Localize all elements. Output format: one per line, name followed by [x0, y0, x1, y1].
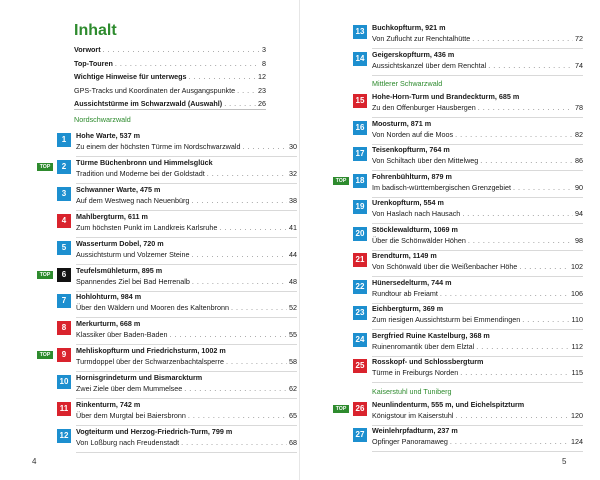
- entry-title: Brendturm, 1149 m: [372, 251, 437, 260]
- toc-row-page: 3: [262, 45, 266, 54]
- entry-divider: [372, 451, 583, 452]
- tower-entry[interactable]: [353, 92, 583, 118]
- toc-row-label: Aussichtstürme im Schwarzwald (Auswahl): [74, 99, 223, 108]
- entry-divider: [76, 371, 297, 372]
- entry-leader: [184, 384, 287, 394]
- entry-divider: [76, 317, 297, 318]
- entry-page: 44: [289, 249, 297, 259]
- entry-title: Rinkenturm, 742 m: [76, 400, 141, 409]
- entry-description: Tradition und Moderne bei der Goldstadt: [76, 168, 205, 178]
- entry-description: Opfinger Panoramaweg: [372, 437, 448, 446]
- toc-row-page: 8: [262, 58, 266, 68]
- entry-divider: [372, 75, 583, 76]
- entry-description: Über die Schönwälder Höhen: [372, 235, 466, 245]
- entry-title: Moosturm, 871 m: [372, 118, 432, 128]
- entry-title: Mahlbergturm, 611 m: [76, 211, 148, 221]
- entry-text: [372, 50, 583, 71]
- toc-row-label: Wichtige Hinweise für unterwegs: [74, 72, 187, 81]
- entry-leader: [219, 223, 287, 233]
- entry-divider: [76, 291, 297, 292]
- entry-text: [372, 331, 583, 352]
- entry-description: Aussichtsturm und Volzemer Steine: [76, 249, 190, 259]
- entry-page: 62: [289, 384, 297, 394]
- entry-page: 58: [289, 357, 297, 367]
- entry-leader: [191, 196, 287, 206]
- entry-divider: [76, 156, 297, 157]
- toc-row-leader: [224, 99, 256, 108]
- entry-description: Rundtour ab Freiamt: [372, 288, 438, 298]
- tour-number-badge: 18: [353, 174, 367, 188]
- entry-description: Von Schönwald über die Weißenbacher Höhe: [372, 262, 518, 271]
- entry-text: [372, 278, 583, 299]
- entry-page: 72: [575, 34, 583, 43]
- entry-description-row: [76, 330, 297, 340]
- entry-text: [372, 23, 583, 44]
- entry-description-row: [76, 411, 297, 421]
- entry-title: Teisenkopfturm, 764 m: [372, 145, 450, 154]
- tower-entry[interactable]: [39, 157, 297, 184]
- entry-description: Spannendes Ziel bei Bad Herrenalb: [76, 276, 190, 286]
- entry-text: [76, 239, 297, 260]
- tour-number-badge: 13: [353, 25, 367, 39]
- entry-title: Stöcklewaldturm, 1069 m: [372, 224, 458, 234]
- entry-title: Geigerskopfturm, 436 m: [372, 49, 455, 59]
- entry-description-row: [76, 250, 297, 260]
- entry-page: 65: [289, 411, 297, 420]
- entry-leader: [513, 183, 573, 193]
- entry-leader: [440, 289, 569, 299]
- entry-description: Auf dem Westweg nach Neuenbürg: [76, 195, 190, 205]
- entry-leader: [478, 103, 573, 113]
- entry-page: 68: [289, 437, 297, 447]
- tour-number-badge: 10: [57, 375, 71, 389]
- entry-description-row: [76, 303, 297, 313]
- entry-text: [76, 373, 297, 394]
- entry-page: 115: [571, 368, 583, 377]
- toc-row-leader: [237, 86, 256, 95]
- entry-divider: [76, 425, 297, 426]
- tower-entry[interactable]: [353, 426, 583, 452]
- entry-text: [372, 172, 583, 193]
- entry-description-row: [372, 130, 583, 140]
- tour-number-badge: 20: [353, 227, 367, 241]
- tower-entry[interactable]: [57, 292, 297, 318]
- entry-description: Klassiker über Baden-Baden: [76, 330, 168, 340]
- entry-page: 32: [289, 168, 297, 178]
- entry-description: Über den Wäldern und Mooren des Kaltenbronn: [76, 303, 230, 313]
- entry-page: 48: [289, 276, 297, 286]
- section-heading-kaiserstuhl: Kaiserstuhl und Tuniberg: [372, 386, 452, 396]
- page-number-left: 4: [32, 457, 37, 466]
- tower-entry[interactable]: [353, 357, 583, 383]
- entry-text: [372, 304, 583, 325]
- toc-row-label: GPS-Tracks und Koordinaten der Ausgangspunkte: [74, 85, 236, 95]
- tower-entry[interactable]: [57, 239, 297, 265]
- tour-number-badge: 2: [57, 160, 71, 174]
- entry-description-row: [372, 315, 583, 325]
- entry-title: Urenkopfturm, 554 m: [372, 198, 444, 207]
- entry-description-row: [372, 262, 583, 272]
- entry-title: Hünersedelturm, 744 m: [372, 277, 452, 287]
- tour-number-badge: 6: [57, 268, 71, 282]
- entry-page: 86: [575, 156, 583, 165]
- tower-entry[interactable]: [353, 50, 583, 76]
- tower-entry[interactable]: [57, 373, 297, 399]
- toc-row-page: 12: [258, 72, 266, 81]
- entry-divider: [76, 237, 297, 238]
- entry-description: Von Haslach nach Hausach: [372, 209, 461, 218]
- section-heading-nordschwarzwald: Nordschwarzwald: [74, 115, 131, 124]
- entry-page: 110: [571, 315, 583, 324]
- tower-entry[interactable]: [353, 304, 583, 330]
- tour-number-badge: 15: [353, 94, 367, 108]
- entry-title: Hohe Warte, 537 m: [76, 131, 141, 140]
- entry-description: Türme in Freiburgs Norden: [372, 368, 459, 377]
- tour-number-badge: 11: [57, 402, 71, 416]
- entry-page: 41: [289, 222, 297, 232]
- entry-title: Weinlehrpfadturm, 237 m: [372, 426, 458, 435]
- entry-description: Zu den Offenburger Hausbergen: [372, 103, 476, 112]
- entry-page: 112: [571, 341, 583, 351]
- entry-text: [76, 266, 297, 287]
- tour-number-badge: 25: [353, 359, 367, 373]
- toc-row[interactable]: [74, 72, 266, 86]
- entry-text: [76, 427, 297, 448]
- entry-leader: [455, 130, 573, 140]
- tour-number-badge: 7: [57, 294, 71, 308]
- entry-page: 94: [575, 209, 583, 218]
- tower-entry[interactable]: [57, 131, 297, 157]
- tour-number-badge: 14: [353, 52, 367, 66]
- entry-page: 124: [571, 437, 583, 446]
- entry-title: Hornisgrindeturm und Bismarckturm: [76, 373, 203, 383]
- tower-entry[interactable]: [57, 212, 297, 238]
- toc-row[interactable]: [74, 86, 266, 100]
- tour-number-badge: 5: [57, 241, 71, 255]
- entry-description: Von Loßburg nach Freudenstadt: [76, 437, 180, 447]
- entry-description-row: [372, 411, 583, 421]
- entry-divider: [76, 210, 297, 211]
- toc-row-leader: [189, 72, 256, 81]
- entry-description: Über dem Murgtal bei Baiersbronn: [76, 411, 186, 420]
- entry-leader: [472, 34, 573, 44]
- entry-description-row: [372, 103, 583, 113]
- entry-text: [76, 319, 297, 340]
- page-number-right: 5: [562, 457, 567, 466]
- entry-page: 55: [289, 330, 297, 340]
- entry-page: 52: [289, 303, 297, 313]
- tour-number-badge: 22: [353, 280, 367, 294]
- entry-description: Zum höchsten Punkt im Landkreis Karlsruhe: [76, 222, 218, 232]
- entry-page: 120: [571, 410, 583, 420]
- entry-leader: [450, 437, 569, 447]
- entry-leader: [522, 315, 569, 325]
- entry-description-row: [372, 236, 583, 246]
- entry-divider: [76, 452, 297, 453]
- tower-entry[interactable]: [57, 400, 297, 426]
- entry-leader: [456, 411, 570, 421]
- entry-title: Teufelsmühleturm, 895 m: [76, 265, 163, 275]
- entry-description: Von Schiltach über den Mittelweg: [372, 156, 479, 165]
- entry-text: [372, 119, 583, 140]
- toc-row[interactable]: [74, 45, 266, 59]
- entry-description-row: [76, 438, 297, 448]
- right-page: [300, 0, 600, 480]
- tower-entry[interactable]: [353, 145, 583, 171]
- entry-description-row: [76, 357, 297, 367]
- toc-row-label: Top-Touren: [74, 58, 113, 68]
- entry-text: [372, 145, 583, 166]
- entry-title: Hohe-Horn-Turm und Brandeckturm, 685 m: [372, 92, 520, 101]
- tower-entry[interactable]: [353, 119, 583, 145]
- entry-text: [76, 212, 297, 233]
- entry-description-row: [76, 142, 297, 152]
- entry-text: [372, 426, 583, 447]
- tour-number-badge: 3: [57, 187, 71, 201]
- toc-row-leader: [103, 45, 260, 54]
- entry-description: Turmdoppel über der Schwarzenbachtalsperre: [76, 357, 224, 367]
- entry-description: Ruinenromantik über dem Elztal: [372, 341, 475, 351]
- entry-leader: [462, 209, 573, 219]
- entry-page: 106: [571, 288, 583, 298]
- entry-page: 78: [575, 103, 583, 112]
- entry-title: Merkurturm, 668 m: [76, 319, 141, 329]
- toc-row-label: Vorwort: [74, 45, 101, 54]
- entry-leader: [231, 303, 287, 313]
- entry-leader: [181, 438, 287, 448]
- tour-number-badge: 24: [353, 333, 367, 347]
- tower-entry[interactable]: [353, 278, 583, 304]
- entry-title: Rosskopf- und Schlossbergturm: [372, 357, 484, 366]
- entry-description-row: [372, 183, 583, 193]
- entry-divider: [76, 398, 297, 399]
- entry-title: Buchkopfturm, 921 m: [372, 23, 446, 32]
- entry-title: Schwanner Warte, 475 m: [76, 184, 161, 194]
- top-tour-badge: TOP: [37, 271, 53, 279]
- entry-title: Neunlindenturm, 555 m, und Eichelspitzturm: [372, 399, 525, 409]
- entry-text: [76, 292, 297, 313]
- tour-number-badge: 17: [353, 147, 367, 161]
- entry-page: 30: [289, 142, 297, 151]
- tower-entry[interactable]: [39, 265, 297, 292]
- tour-number-badge: 4: [57, 214, 71, 228]
- tower-entry[interactable]: [335, 399, 583, 426]
- entry-description-row: [76, 196, 297, 206]
- tour-number-badge: 16: [353, 121, 367, 135]
- tour-number-badge: 8: [57, 321, 71, 335]
- entry-leader: [170, 330, 288, 340]
- entry-description: Königstour im Kaiserstuhl: [372, 410, 454, 420]
- toc-row-page: 26: [258, 99, 266, 108]
- tower-entry[interactable]: [353, 225, 583, 251]
- top-tour-badge: TOP: [333, 177, 349, 185]
- entry-description: Aussichtskanzel über dem Renchtal: [372, 60, 487, 70]
- entry-text: [372, 198, 583, 219]
- section-divider: [74, 109, 266, 110]
- entry-text: [76, 185, 297, 206]
- entry-description-row: [372, 61, 583, 71]
- tour-number-badge: 12: [57, 429, 71, 443]
- entry-leader: [188, 411, 287, 421]
- tour-number-badge: 26: [353, 402, 367, 416]
- toc-row[interactable]: [74, 59, 266, 73]
- entry-leader: [207, 169, 287, 179]
- entry-leader: [468, 236, 573, 246]
- tour-number-badge: 19: [353, 200, 367, 214]
- entry-text: [372, 251, 583, 272]
- entry-leader: [460, 368, 569, 378]
- entry-description: Zwei Ziele über dem Mummelsee: [76, 384, 183, 394]
- tower-entry[interactable]: [39, 346, 297, 372]
- entry-leader: [191, 250, 287, 260]
- tower-entry[interactable]: [335, 171, 583, 198]
- tour-number-badge: 21: [353, 253, 367, 267]
- entry-text: [76, 346, 297, 367]
- tour-number-badge: 27: [353, 428, 367, 442]
- entry-description-row: [372, 437, 583, 447]
- entry-description-row: [76, 223, 297, 233]
- entry-title: Türme Büchenbronn und Himmelsglück: [76, 157, 213, 167]
- entry-description: Im badisch-württembergischen Grenzgebiet: [372, 182, 512, 192]
- entry-description: Zum riesigen Aussichtsturm bei Emmendingen: [372, 315, 521, 324]
- entry-text: [372, 400, 583, 421]
- entry-description: Von Zuflucht zur Renchtalhütte: [372, 34, 471, 43]
- top-tour-badge: TOP: [37, 351, 53, 359]
- toc-intro-list: [74, 45, 266, 113]
- tower-entry[interactable]: [353, 23, 583, 49]
- tower-entry[interactable]: [353, 331, 583, 357]
- page-title: Inhalt: [74, 22, 117, 39]
- top-tour-badge: TOP: [333, 405, 349, 413]
- tour-number-badge: 9: [57, 348, 71, 362]
- entry-text: [372, 225, 583, 246]
- tower-entry[interactable]: [353, 198, 583, 224]
- entry-description-row: [372, 342, 583, 352]
- tour-number-badge: 23: [353, 306, 367, 320]
- entry-title: Eichbergturm, 369 m: [372, 304, 444, 313]
- entry-description-row: [76, 384, 297, 394]
- entry-page: 90: [575, 182, 583, 192]
- entry-leader: [242, 142, 287, 152]
- entry-description-row: [372, 156, 583, 166]
- entry-text: [76, 131, 297, 152]
- entry-divider: [76, 264, 297, 265]
- toc-row[interactable]: [74, 99, 266, 113]
- tour-number-badge: 1: [57, 133, 71, 147]
- entry-text: [372, 357, 583, 378]
- entry-page: 82: [575, 129, 583, 139]
- toc-row-leader: [115, 59, 260, 68]
- section-heading-mittlerer-schwarzwald: Mittlerer Schwarzwald: [372, 79, 443, 88]
- toc-row-page: 23: [258, 85, 266, 95]
- entry-text: [76, 158, 297, 179]
- entry-title: Hohlohturm, 984 m: [76, 292, 142, 302]
- entry-description-row: [372, 289, 583, 299]
- entry-page: 38: [289, 195, 297, 205]
- entry-title: Fohrenbühlturm, 879 m: [372, 171, 452, 181]
- entry-leader: [488, 61, 573, 71]
- tower-entry[interactable]: [353, 251, 583, 277]
- entry-divider: [76, 344, 297, 345]
- entry-description-row: [76, 277, 297, 287]
- entry-text: [372, 92, 583, 113]
- entry-page: 98: [575, 235, 583, 245]
- entry-divider: [76, 183, 297, 184]
- entry-leader: [226, 357, 287, 367]
- entry-page: 74: [575, 60, 583, 70]
- entry-title: Mehliskopfturm und Friedrichsturm, 1002 m: [76, 346, 226, 356]
- entry-title: Bergfried Ruine Kastelburg, 368 m: [372, 330, 490, 340]
- entry-description-row: [76, 169, 297, 179]
- entry-description-row: [372, 368, 583, 378]
- tower-entry[interactable]: [57, 427, 297, 453]
- entry-leader: [192, 277, 287, 287]
- entry-leader: [519, 262, 569, 272]
- entry-description-row: [372, 209, 583, 219]
- entry-leader: [476, 342, 569, 352]
- entry-page: 102: [571, 262, 583, 271]
- tower-entry[interactable]: [57, 319, 297, 345]
- tower-entry[interactable]: [57, 185, 297, 211]
- top-tour-badge: TOP: [37, 163, 53, 171]
- entry-description: Zu einem der höchsten Türme im Nordschwarzwald: [76, 142, 241, 151]
- entry-description-row: [372, 34, 583, 44]
- entry-leader: [480, 156, 573, 166]
- entry-title: Wasserturm Dobel, 720 m: [76, 238, 164, 248]
- entry-divider: [372, 382, 583, 383]
- entry-title: Vogteiturm und Herzog-Friedrich-Turm, 799 m: [76, 426, 233, 436]
- entry-text: [76, 400, 297, 421]
- entry-description: Von Norden auf die Moos: [372, 129, 454, 139]
